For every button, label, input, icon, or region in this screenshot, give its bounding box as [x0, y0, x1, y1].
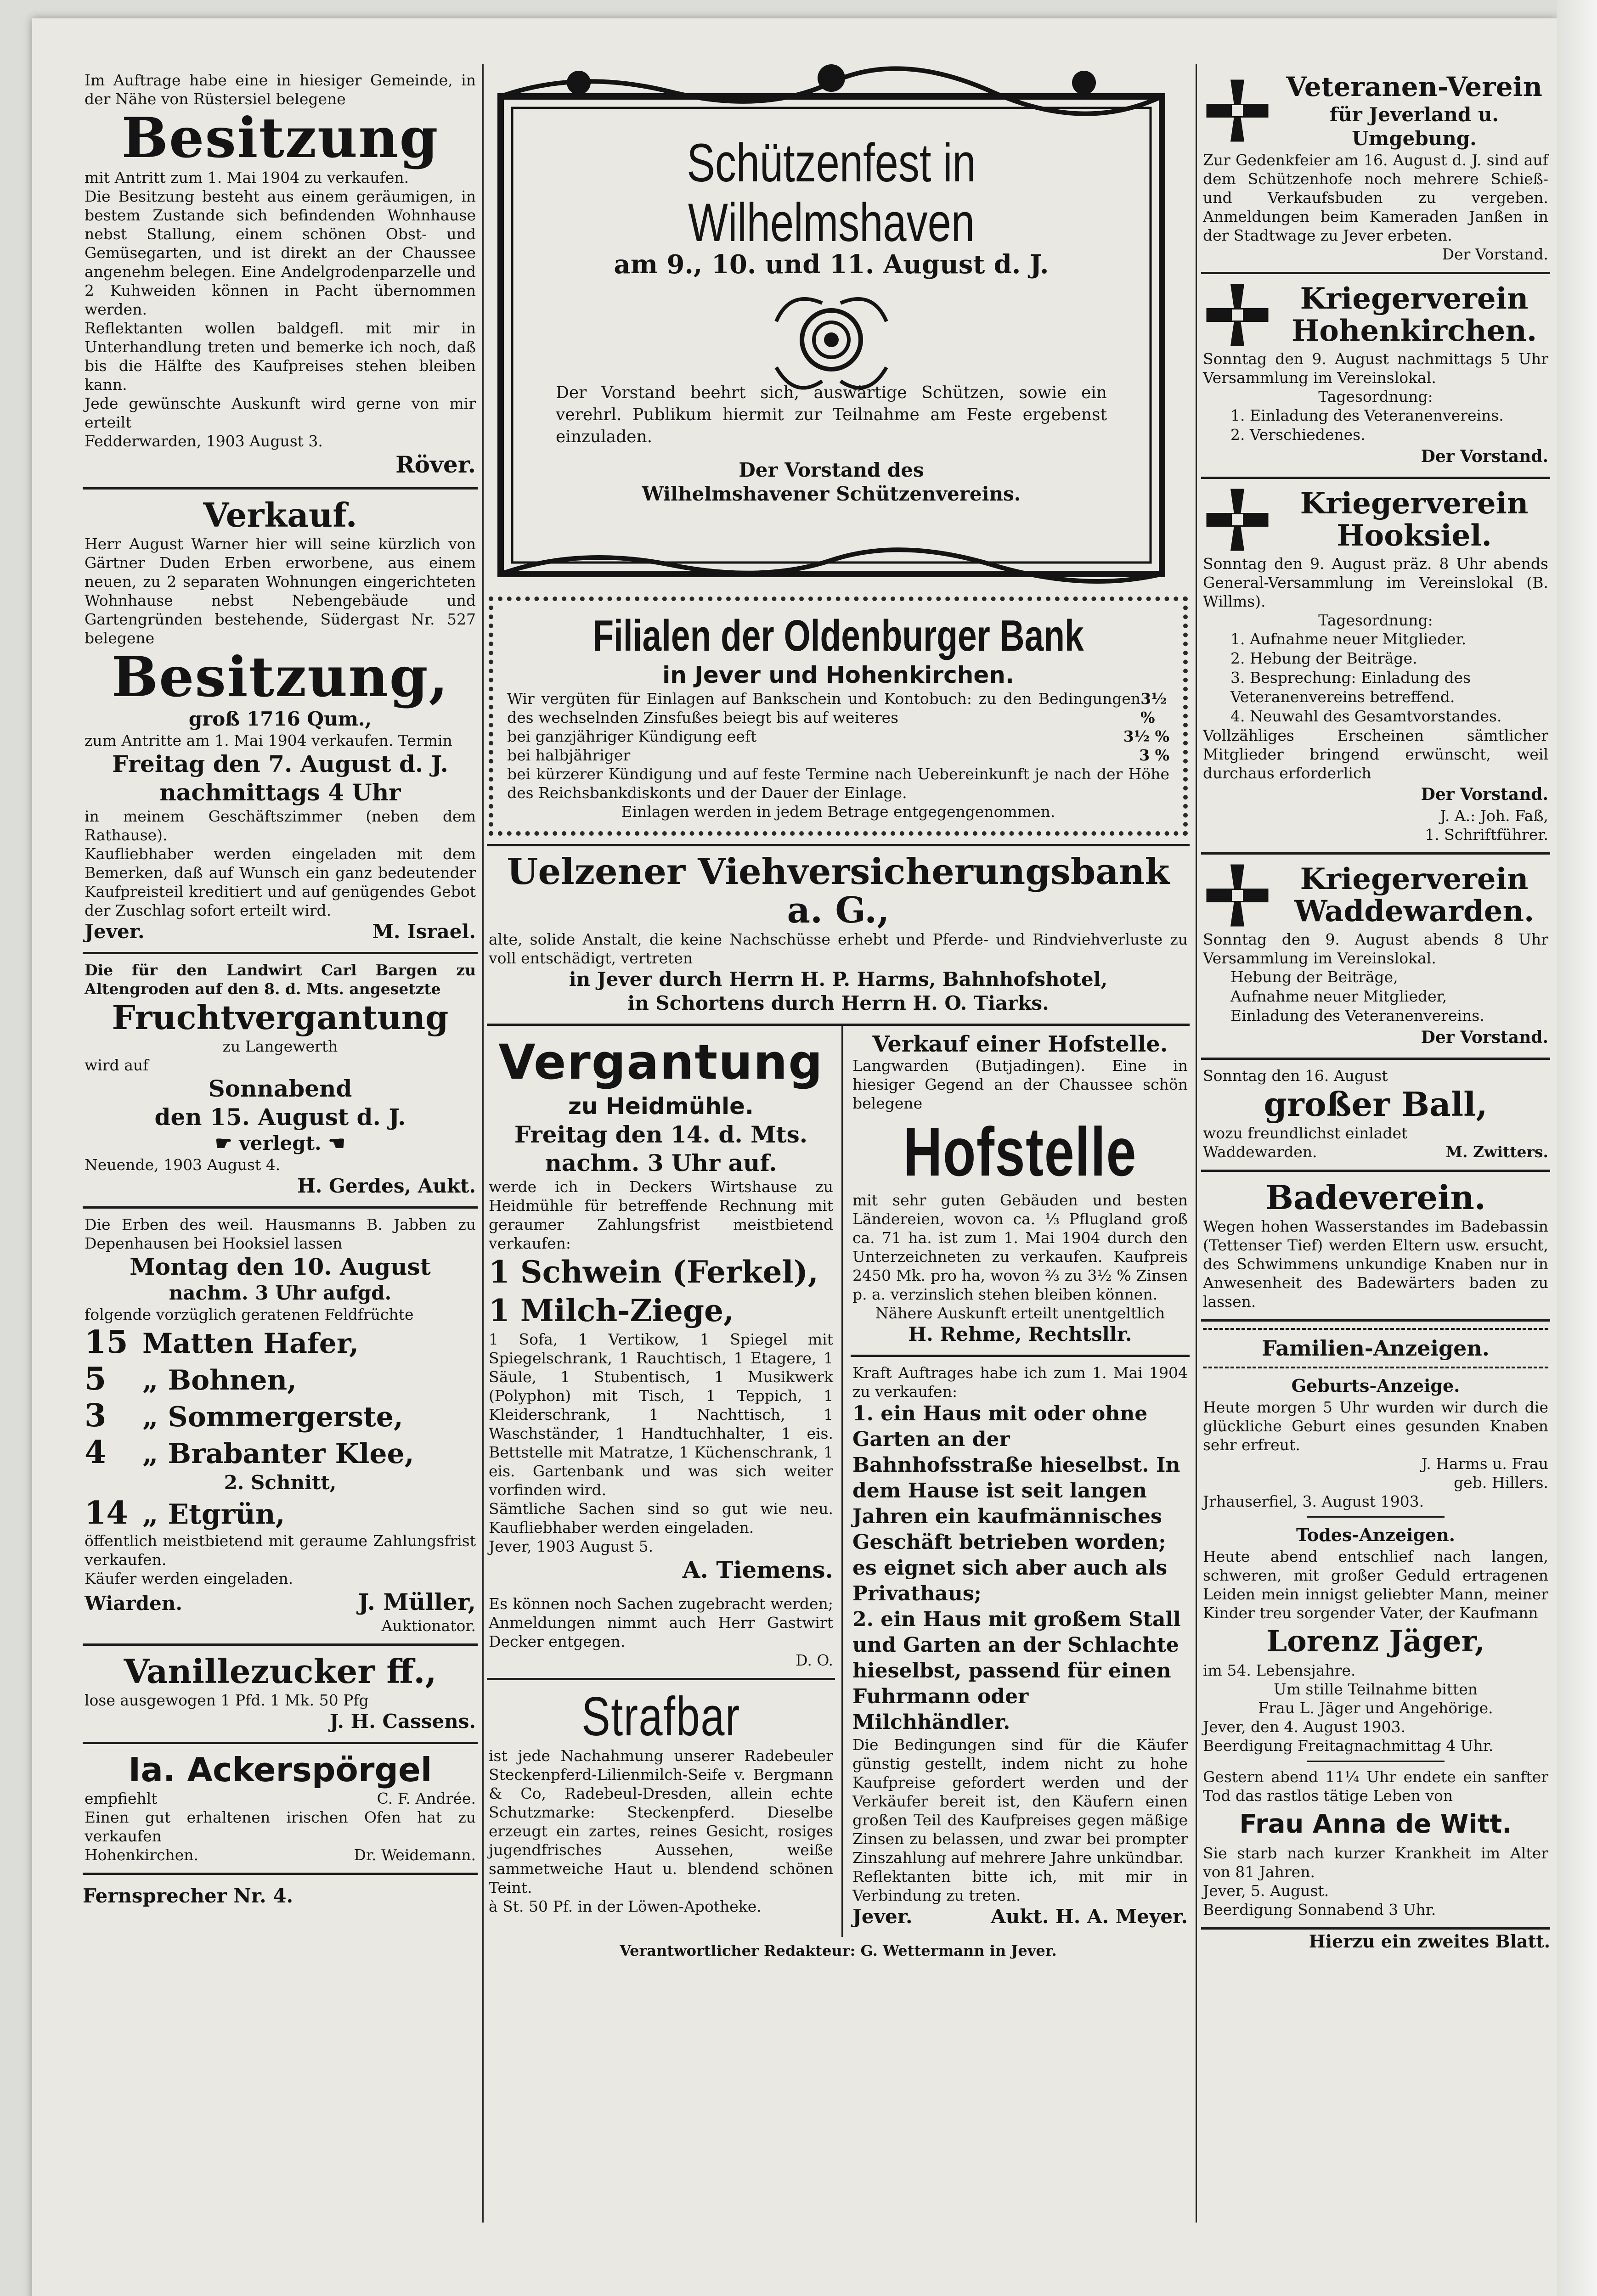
- ad-date: Sonnabend: [208, 1075, 352, 1102]
- notice-title: Geburts-Anzeige.: [1291, 1375, 1460, 1396]
- list-item: 1 Milch-Ziege,: [489, 1293, 734, 1328]
- ad-date: Freitag den 7. August d. J.: [112, 750, 448, 777]
- list-item: [85, 1495, 476, 1531]
- notice-body: Heute morgen 5 Uhr wurden wir durch die glückliche Geburt eines gesunden Knaben sehr erfreut.: [1203, 1398, 1548, 1454]
- ad-intro: Die Erben des weil. Hausmanns B. Jabben zu Depenhausen bei Hooksiel lassen: [85, 1216, 476, 1252]
- ad-body: Einen gut erhaltenen irischen Ofen hat zu verkaufen: [85, 1808, 476, 1845]
- ad-text: zu Langewerth: [222, 1037, 338, 1055]
- ad-strafbar: [487, 1680, 835, 1924]
- ad-body: Die Bedingungen sind für die Käufer günstig gestellt, indem nicht zu hohe Kaufpreise gefordert werden und der Verkäufer bereit ist, den Käufern einen großen Teil des Kaufpreises gegen mäßige Zinsen zu belassen, und zwar bei prompter Zinszahlung auf mehrere Jahre unkündbar.: [852, 1736, 1188, 1867]
- ad-body: ist jede Nachahmung unserer Radebeuler Steckenpferd-Lilienmilch-Seife v. Bergmann & Co, Radebeul-Dresden, allein echte Schutzmarke: Steckenpferd. Dieselbe erzeugt ein zartes, reines Gesicht, rosiges jugendfrisches Aussehen, weiße sammetweiche Haut u. blendend schönen Teint.: [489, 1747, 833, 1896]
- ad-body: Die Besitzung besteht aus einem geräumigen, in bestem Zustande sich befindenden Wohnhause nebst Stallung, einem schönen Obst- und Gemüsegarten, und ist direkt an der Chaussee angenehm belegen. Eine Andelgrodenparzelle und 2 Kuhweiden können in Pacht übernommen werden.: [85, 187, 476, 318]
- notice-body: Gestern abend 11¼ Uhr endete ein sanfter Tod das rastlos tätige Leben von: [1203, 1768, 1548, 1805]
- list-item: 1 Schwein (Ferkel),: [489, 1254, 818, 1290]
- agenda-list: [1203, 630, 1548, 726]
- ad-besitzung-1: [83, 64, 478, 490]
- ad-signature: Dr. Weidemann.: [354, 1846, 476, 1864]
- item-name: „ Sommergerste,: [142, 1401, 403, 1433]
- ad-signature: M. Zwitters.: [1445, 1143, 1548, 1161]
- rate-label: bei ganzjähriger Kündigung eeft: [507, 727, 757, 745]
- list-item: [85, 1434, 476, 1471]
- ad-price: à St. 50 Pf. in der Löwen-Apotheke.: [489, 1897, 762, 1915]
- ad-signature: Der Vorstand des: [739, 459, 924, 481]
- ad-body: Wegen hohen Wasserstandes im Badebassin (Tettenser Tief) werden Eltern usw. ersucht, des Schwimmens unkundige Knaben nur in Anwesenheit des Badewärters baden zu lassen.: [1203, 1217, 1548, 1311]
- ad-body: Sämtliche Sachen sind so gut wie neu. Kaufliebhaber werden eingeladen.: [489, 1500, 833, 1536]
- ad-place-date: Jever, 1903 August 5.: [489, 1537, 654, 1555]
- ad-headline: Uelzener Viehversicherungsbank a. G.,: [507, 851, 1170, 931]
- list-item: [85, 1397, 476, 1434]
- ad-body: Zur Gedenkfeier am 16. August d. J. sind auf dem Schützenhofe noch mehrere Schieß- und Verkaufsbuden zu vergeben. Anmeldungen beim Kameraden Janßen in der Stadtwage zu Jever erbeten.: [1203, 151, 1548, 244]
- ad-signature: J. H. Cassens.: [329, 1710, 476, 1733]
- ad-size: groß 1716 Qum.,: [188, 708, 372, 730]
- notice-signature: J. Harms u. Frau: [1421, 1455, 1548, 1473]
- footer-phone: Fernsprecher Nr. 4.: [83, 1885, 293, 1907]
- ad-role: Auktionator.: [381, 1617, 476, 1635]
- ad-headline: Verkauf einer Hofstelle.: [872, 1031, 1168, 1057]
- item-name: „ Bohnen,: [142, 1364, 297, 1396]
- ad-signature: C. F. Andrée.: [377, 1790, 476, 1807]
- ad-signature: D. O.: [796, 1651, 833, 1669]
- rate-label: bei kürzerer Kündigung und auf feste Termine nach Uebereinkunft je nach der Höhe des Reichsbankdiskonts und der Dauer der Einlage.: [507, 765, 1169, 802]
- rate-value: 3½ %: [1123, 727, 1169, 745]
- ad-place: Wiarden.: [85, 1592, 182, 1615]
- ad-signature: Wilhelmshavener Schützenvereins.: [642, 483, 1021, 505]
- ad-headline: großer Ball,: [1264, 1085, 1488, 1124]
- ad-body: Reflektanten bitte ich, mit mir in Verbindung zu treten.: [852, 1868, 1188, 1904]
- ad-body: Sonntag den 9. August nachmittags 5 Uhr Versammlung im Vereinslokal.: [1203, 350, 1548, 387]
- list-item: 2. Verschiedenes.: [1230, 426, 1366, 444]
- notice-body: Heute abend entschlief nach langen, schweren, mit großer Geduld ertragenen Leiden mein innigst geliebter Mann, meiner Kinder treu sorgender Vater, der Kaufmann: [1203, 1548, 1548, 1622]
- notice-text: Beerdigung Sonnabend 3 Uhr.: [1203, 1901, 1436, 1919]
- club-title: Kriegerverein Waddewarden.: [1294, 862, 1535, 929]
- ad-body: 1 Sofa, 1 Vertikow, 1 Spiegel mit Spiegelschrank, 1 Rauchtisch, 1 Etagere, 1 Säule, 1 Stubentisch, 1 Musikwerk (Polyphon) mit Tisch, 1 Teppich, 1 Kleiderschrank, 1 Nachttisch, 1 Waschständer, 1 Handtuchhalter, 1 eis. Bettstelle mit Matratze, 1 Küchenschrank, 1 eis. Gartenbank und was sich weiter vorfinden wird.: [489, 1330, 833, 1499]
- item-name: „ Etgrün,: [142, 1498, 285, 1531]
- ad-signature: Der Vorstand.: [1421, 785, 1548, 804]
- ad-fruchtvergantung: [83, 954, 478, 1209]
- ad-headline: Schützenfest in Wilhelmshaven: [687, 133, 976, 253]
- list-item: 3. Besprechung: Einladung des Veteranenvereins betreffend.: [1230, 669, 1471, 706]
- column-right: [1201, 64, 1550, 1953]
- ad-body: Jede gewünschte Auskunft wird gerne von mir erteilt: [85, 394, 476, 431]
- ad-kriegerverein-hohenkirchen: [1201, 274, 1550, 479]
- ad-body: Herr August Warner hier will seine kürzlich von Gärtner Duden Erben erworbene, aus einem neuen, zu 2 separaten Wohnungen eingerichteten Wohnhause nebst Nebengebäude und Gartengründen bestehende, Südergast Nr. 527 belegene: [85, 535, 476, 647]
- ad-subheadline: in Jever und Hohenkirchen.: [662, 662, 1014, 688]
- ad-headline: Fruchtvergantung: [112, 998, 449, 1037]
- ad-date: den 15. August d. J.: [154, 1103, 406, 1131]
- notice-text: Um stille Teilnahme bitten: [1273, 1680, 1478, 1698]
- item-name: Matten Hafer,: [142, 1328, 359, 1360]
- item-name: „ Brabanter Klee,: [142, 1438, 414, 1470]
- ad-postponed: [85, 1131, 476, 1155]
- rate-value: 3½ %: [1140, 690, 1167, 726]
- ad-kriegerverein-hooksiel: [1201, 479, 1550, 855]
- ad-schuetzenfest: [487, 64, 1190, 590]
- notice-place-date: Jever, den 4. August 1903.: [1203, 1718, 1406, 1736]
- ad-headline: Vergantung: [498, 1034, 824, 1090]
- iron-cross-icon: [1203, 76, 1272, 145]
- ad-ball: [1201, 1060, 1550, 1172]
- ad-headline: Badeverein.: [1265, 1178, 1486, 1217]
- ad-time: nachm. 3 Uhr auf.: [545, 1149, 777, 1176]
- ad-feldfruechte: [83, 1209, 478, 1646]
- notice-text: im 54. Lebensjahre.: [1203, 1661, 1356, 1679]
- ad-intro: Sonntag den 16. August: [1203, 1067, 1388, 1085]
- list-item: Einladung des Veteranenvereins.: [1230, 1007, 1484, 1024]
- ad-subheadline: zu Heidmühle.: [568, 1093, 754, 1120]
- notice-place-date: Jrhauserfiel, 3. August 1903.: [1203, 1492, 1424, 1510]
- ad-signature: J. Müller,: [358, 1588, 476, 1615]
- list-item: 1. Einladung des Veteranenvereins.: [1230, 406, 1504, 424]
- list-item: 1. Aufnahme neuer Mitglieder.: [1230, 630, 1467, 648]
- ad-text: in meinem Geschäftszimmer (neben dem Rathause).: [85, 807, 476, 844]
- ad-body: mit sehr guten Gebäuden und besten Ländereien, wovon ca. ⅓ Pflugland groß ca. 71 ha. ist zum 1. Mai 1904 durch den Unterzeichneten zu verkaufen. Kaufpreis 2450 Mk. pro ha, wovon ⅔ zu 3½ % Zinsen p. a. verzinslich stehen bleiben können.: [852, 1191, 1188, 1303]
- ad-signature: Aukt. H. A. Meyer.: [991, 1905, 1188, 1928]
- notice-name: Frau Anna de Witt.: [1239, 1809, 1512, 1839]
- ad-time: nachmittags 4 Uhr: [159, 779, 401, 806]
- ad-text: mit Antritt zum 1. Mai 1904 zu verkaufen.: [85, 169, 409, 186]
- list-item: [85, 1324, 476, 1361]
- ad-hofstelle: [851, 1026, 1190, 1357]
- list-item: 2. ein Haus mit großem Stall und Garten an der Schlachte hieselbst, passend für einen Fuhrmann oder Milchhändler.: [852, 1608, 1181, 1734]
- ad-text: folgende vorzüglich geratenen Feldfrüchte: [85, 1306, 414, 1323]
- pointing-hand-icon: ☛: [215, 1132, 239, 1154]
- ad-text: in Jever durch Herrn H. P. Harms, Bahnhofshotel,: [569, 968, 1108, 990]
- ad-headline: Hofstelle: [903, 1113, 1137, 1190]
- ad-place: Hohenkirchen.: [85, 1846, 199, 1864]
- newspaper-page: [32, 18, 1557, 2296]
- ad-haeuser: [851, 1357, 1190, 1937]
- ad-signature: Der Vorstand.: [1421, 1028, 1548, 1047]
- ad-note: 2. Schnitt,: [224, 1471, 337, 1494]
- notice-signature: geb. Hillers.: [1454, 1474, 1548, 1491]
- ad-headline: Besitzung,: [111, 645, 449, 709]
- ad-ackerspoergel: [83, 1744, 478, 1875]
- item-qty: 15: [85, 1324, 128, 1361]
- ad-intro: Im Auftrage habe eine in hiesiger Gemeinde, in der Nähe von Rüstersiel belegene: [85, 71, 476, 108]
- rate-value: 3 %: [1139, 746, 1169, 764]
- item-qty: 14: [85, 1495, 128, 1531]
- ad-body: Sonntag den 9. August präz. 8 Uhr abends General-Versammlung im Vereinslokal (B. Willms).: [1203, 555, 1548, 610]
- ad-place: Jever.: [85, 920, 145, 943]
- ad-signature: M. Israel.: [372, 920, 476, 943]
- ad-signature: Der Vorstand.: [1442, 245, 1548, 263]
- ad-headline: Vanillezucker ff.,: [124, 1652, 437, 1691]
- ad-text: lose ausgewogen 1 Pfd. 1 Mk. 50 Pfg: [85, 1691, 369, 1709]
- ad-headline: Strafbar: [581, 1686, 740, 1747]
- ad-headline: Ia. Ackerspörgel: [128, 1750, 432, 1789]
- ad-verkauf: [83, 490, 478, 954]
- ad-text: zum Antritte am 1. Mai 1904 verkaufen. Termin: [85, 732, 452, 749]
- item-qty: 3: [85, 1397, 107, 1434]
- notice-place-date: Jever, 5. August.: [1203, 1882, 1329, 1900]
- ad-intro: Die für den Landwirt Carl Bargen zu Altengroden auf den 8. d. Mts. angesetzte: [85, 961, 476, 998]
- ad-place: Jever.: [852, 1905, 913, 1928]
- ad-intro: Langwarden (Butjadingen). Eine in hiesiger Gegend an der Chaussee schön belegene: [852, 1057, 1188, 1112]
- ad-body: Kaufliebhaber werden eingeladen mit dem Bemerken, daß auf Wunsch ein ganz bedeutender Kaufpreisteil kreditiert und auf genügendes Gebot der Zuschlag sofort erteilt wird.: [85, 845, 476, 919]
- ad-oldenburger-bank: [487, 590, 1190, 846]
- notice-signature: Frau L. Jäger und Angehörige.: [1258, 1699, 1493, 1717]
- list-item: 4. Neuwahl des Gesamtvorstandes.: [1230, 707, 1502, 725]
- ad-uelzener: [487, 846, 1190, 1026]
- list-item: Aufnahme neuer Mitglieder,: [1230, 987, 1447, 1005]
- ad-signature: J. A.: Joh. Faß,: [1440, 807, 1548, 825]
- ad-time: nachm. 3 Uhr aufgd.: [169, 1282, 392, 1304]
- notice-text: Sie starb nach kurzer Krankheit im Alter von 81 Jahren.: [1203, 1844, 1548, 1881]
- ad-signature: A. Tiemens.: [682, 1556, 833, 1583]
- ad-headline: Besitzung: [121, 106, 439, 170]
- club-title: Kriegerverein Hooksiel.: [1300, 486, 1529, 553]
- ad-vanillezucker: [83, 1646, 478, 1744]
- ad-kriegerverein-waddewarden: [1201, 855, 1550, 1060]
- ad-intro: Kraft Auftrages habe ich zum 1. Mai 1904 zu verkaufen:: [852, 1364, 1188, 1401]
- ad-text: Wir vergüten für Einlagen auf Bankschein und Kontobuch: zu den Bedingungen des wechselnden Zinsfußes beiegt bis auf weiteres: [507, 690, 1141, 726]
- ad-note: Es können noch Sachen zugebracht werden; Anmeldungen nimmt auch Herr Gastwirt Decker entgegen.: [489, 1595, 833, 1650]
- ad-veteranen-verein: [1201, 64, 1550, 274]
- list-item: Hebung der Beiträge,: [1230, 968, 1398, 986]
- ad-badeverein: [1201, 1172, 1550, 1322]
- notice-name: Lorenz Jäger,: [1266, 1624, 1485, 1659]
- ad-place: Waddewarden.: [1203, 1143, 1317, 1161]
- column-middle: [487, 64, 1190, 1960]
- column-divider: [482, 64, 484, 2223]
- item-qty: 5: [85, 1361, 107, 1397]
- agenda-title: Tagesordnung:: [1318, 388, 1433, 405]
- ad-role: 1. Schriftführer.: [1425, 826, 1548, 844]
- pointing-hand-icon: ☚: [321, 1132, 345, 1154]
- club-subtitle: für Jeverland u. Umgebung.: [1329, 103, 1499, 150]
- ad-text: in Schortens durch Herrn H. O. Tiarks.: [627, 992, 1049, 1014]
- ad-place-date: Neuende, 1903 August 4.: [85, 1156, 281, 1174]
- ad-body: Sonntag den 9. August abends 8 Uhr Versammlung im Vereinslokal.: [1203, 930, 1548, 967]
- column-divider: [1196, 64, 1197, 2223]
- column-left: [83, 64, 478, 1908]
- notice-title: Todes-Anzeigen.: [1296, 1525, 1456, 1545]
- agenda-list: [1203, 406, 1548, 445]
- ad-headline: Verkauf.: [203, 495, 357, 535]
- ad-signature: Der Vorstand.: [1421, 447, 1548, 466]
- notice-text: Beerdigung Freitagnachmittag 4 Uhr.: [1203, 1737, 1494, 1755]
- ad-body: alte, solide Anstalt, die keine Nachschüsse erhebt und Pferde- und Rindviehverluste zu voll entschädigt, vertreten: [489, 930, 1188, 967]
- ad-place-date: Fedderwarden, 1903 August 3.: [85, 432, 323, 450]
- ad-text: wird auf: [85, 1056, 149, 1074]
- ad-signature: H. Gerdes, Aukt.: [297, 1175, 476, 1197]
- ad-body: Reflektanten wollen baldgefl. mit mir in Unterhandlung treten und bemerke ich noch, daß bis die Hälfte des Kaufpreises stehen bleiben kann.: [85, 319, 476, 394]
- ad-vergantung: [487, 1026, 835, 1680]
- ad-body: Käufer werden eingeladen.: [85, 1570, 293, 1587]
- ad-text: wozu freundlichst einladet: [1203, 1124, 1408, 1142]
- ad-date: Montag den 10. August: [130, 1253, 431, 1280]
- ad-date: Freitag den 14. d. Mts.: [514, 1121, 808, 1148]
- section-banner: Familien-Anzeigen.: [1203, 1328, 1548, 1368]
- ad-body: Nähere Auskunft erteilt unentgeltlich: [875, 1304, 1165, 1322]
- agenda-list: [1203, 968, 1548, 1025]
- ad-footer: Einlagen werden in jedem Betrage entgegengenommen.: [621, 803, 1055, 821]
- section-family-notices: [1201, 1322, 1550, 1930]
- ad-body: Der Vorstand beehrt sich, auswärtige Schützen, sowie ein verehrl. Publikum hiermit zur Teilnahme am Feste ergebenst einzuladen.: [556, 383, 1107, 446]
- club-title: Veteranen-Verein: [1286, 71, 1542, 102]
- ad-signature: Röver.: [395, 451, 476, 478]
- ad-signature: H. Rehme, Rechtsllr.: [908, 1323, 1132, 1345]
- list-item: 2. Hebung der Beiträge.: [1230, 649, 1417, 667]
- agenda-title: Tagesordnung:: [1318, 611, 1433, 629]
- item-qty: 4: [85, 1434, 107, 1471]
- iron-cross-icon: [1203, 861, 1272, 930]
- ad-headline: Filialen der Oldenburger Bank: [593, 611, 1084, 660]
- ad-body: öffentlich meistbietend mit geraume Zahlungsfrist verkaufen.: [85, 1532, 476, 1569]
- footer-editor: Verantwortlicher Redakteur: G. Wettermann in Jever.: [620, 1942, 1057, 1959]
- rate-label: bei halbjähriger: [507, 746, 631, 764]
- iron-cross-icon: [1203, 485, 1272, 554]
- ad-dates: am 9., 10. und 11. August d. J.: [614, 249, 1049, 280]
- footer-supplement: Hierzu ein zweites Blatt.: [1309, 1931, 1550, 1952]
- page-edge: [1557, 0, 1597, 2296]
- list-item: [85, 1361, 476, 1397]
- ad-body: werde ich in Deckers Wirtshause zu Heidmühle für betreffende Rechnung mit geraumer Zahlungsfrist meistbietend verkaufen:: [489, 1178, 833, 1252]
- list-item: 1. ein Haus mit oder ohne Garten an der Bahnhofsstraße hieselbst. In dem Hause ist seit langen Jahren ein kaufmännisches Geschäft betrieben worden; es eignet sich aber auch als Privathaus;: [852, 1402, 1180, 1605]
- iron-cross-icon: [1203, 281, 1272, 349]
- ad-text: empfiehlt: [85, 1790, 158, 1807]
- club-title: Kriegerverein Hohenkirchen.: [1291, 281, 1537, 348]
- ad-body: Vollzähliges Erscheinen sämtlicher Mitglieder bringend erwünscht, weil durchaus erforderlich: [1203, 726, 1548, 782]
- ad-postponed-text: verlegt.: [239, 1132, 322, 1154]
